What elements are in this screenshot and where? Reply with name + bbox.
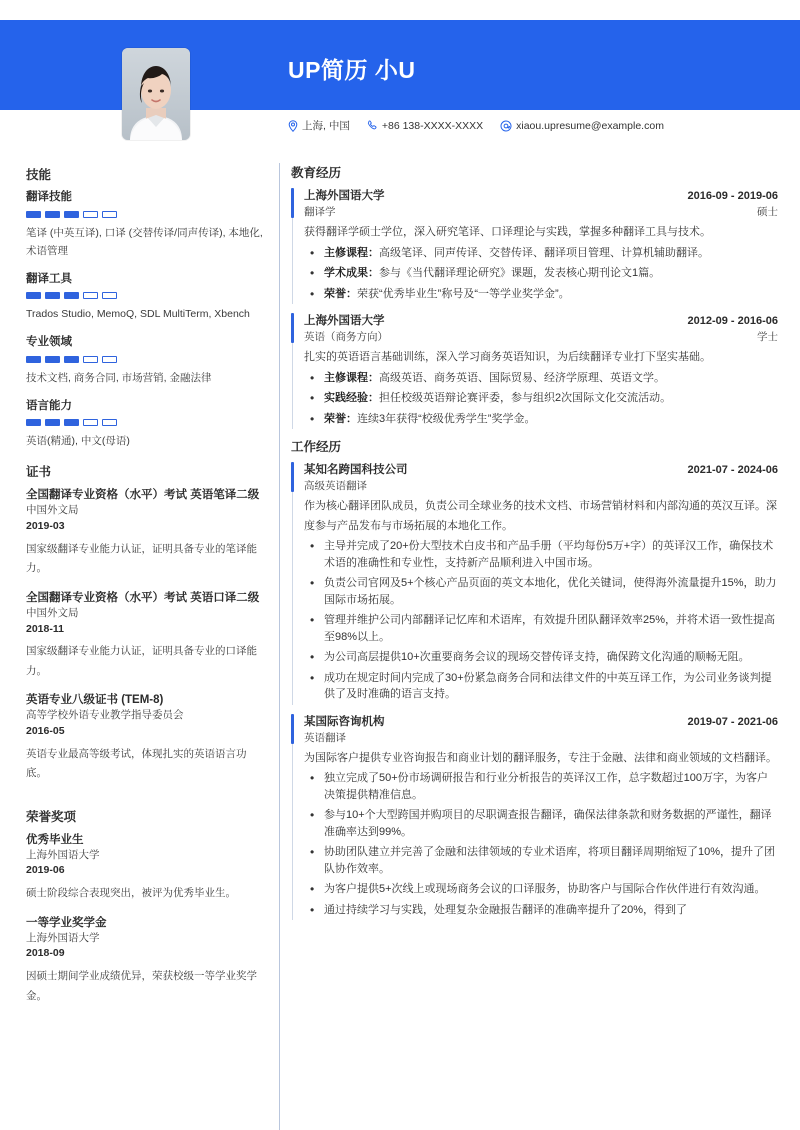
contact-email xyxy=(500,120,664,132)
education-entry-bullet: • 主修课程：高级笔译、同声传译、交替传译、翻译项目管理、计算机辅助翻译。 xyxy=(304,245,778,262)
work-entry-role: 英语翻译 xyxy=(304,731,346,744)
education-entry-list xyxy=(291,187,778,427)
section-education-title: 教育经历 xyxy=(291,166,342,180)
skill-bar-segment xyxy=(45,419,60,426)
column-divider xyxy=(279,163,280,1130)
work-entry-bullet: • 参与10+个大型跨国并购项目的尽职调查报告翻译，确保法律条款和财务数据的严谨性，翻译准确率达到99%。 xyxy=(304,807,778,840)
work-entry xyxy=(291,461,778,703)
skill-bar-segment xyxy=(45,211,60,218)
skill-group-name: 翻译技能 xyxy=(26,191,72,203)
skill-group-name: 翻译工具 xyxy=(26,272,72,285)
skill-bar-segment xyxy=(64,356,79,363)
section-education xyxy=(291,163,778,427)
work-entry-bullet: • 为公司高层提供10+次重要商务会议的现场交替传译支持，确保跨文化沟通的顺畅无阻。 xyxy=(304,649,778,666)
skill-group xyxy=(26,335,266,387)
skill-bar-segment xyxy=(83,292,98,299)
avatar xyxy=(122,48,190,140)
work-entry-head xyxy=(304,713,778,729)
skill-group xyxy=(26,190,266,260)
bullet-label: 荣誉： xyxy=(324,287,357,300)
skill-group-name: 专业领域 xyxy=(26,336,72,349)
certificate-item xyxy=(26,692,266,783)
section-work xyxy=(291,437,778,918)
work-entry-bullet: • 成功在规定时间内完成了30+份紧急商务合同和法律文件的中英互译工作，为公司业务谈判提供了及时准确的语言支持。 xyxy=(304,670,778,703)
certificate-item-org: 中国外文局 xyxy=(26,606,79,619)
education-entry-degree: 硕士 xyxy=(757,206,778,218)
certificate-item-desc: 英语专业最高等级考试，体现扎实的英语语言功底。 xyxy=(26,747,247,780)
education-entry-date: 2012-09 - 2016-06 xyxy=(687,315,778,328)
skill-group xyxy=(26,399,266,451)
certificate-item-org: 高等学校外语专业教学指导委员会 xyxy=(26,709,184,722)
skill-bar-segment xyxy=(45,356,60,363)
certificate-item-title: 全国翻译专业资格（水平）考试 英语口译二级 xyxy=(26,591,260,604)
skill-bar-segment xyxy=(83,356,98,363)
skill-bar-segment xyxy=(102,211,117,218)
honor-item-date: 2018-09 xyxy=(26,947,65,960)
sidebar xyxy=(26,163,266,1017)
skill-bar-segment xyxy=(26,356,41,363)
contact-phone-text: +86 138-XXXX-XXXX xyxy=(381,119,484,132)
education-entry-bullet: • 学术成果：参与《当代翻译理论研究》课题，发表核心期刊论文1篇。 xyxy=(304,265,778,282)
work-entry-role: 高级英语翻译 xyxy=(304,480,367,493)
honor-item-org: 上海外国语大学 xyxy=(26,931,100,944)
skill-bar-segment xyxy=(102,356,117,363)
work-entry-date: 2021-07 - 2024-06 xyxy=(687,464,778,477)
education-entry-bullets xyxy=(304,370,778,428)
sidebar-section-skills-title: 技能 xyxy=(26,168,52,182)
work-entry-bullet: • 通过持续学习与实践，处理复杂金融报告翻译的准确率提升了20%，得到了 xyxy=(304,902,778,919)
work-entry-bullet: • 主导并完成了20+份大型技术白皮书和产品手册（平均每份5万+字）的英译汉工作，确保技术术语的准确性和专业性，支持新产品顺利进入中国市场。 xyxy=(304,538,778,571)
education-entry-desc: 扎实的英语语言基础训练，深入学习商务英语知识，为后续翻译专业打下坚实基础。 xyxy=(304,351,711,364)
education-entry-sub xyxy=(304,204,778,219)
education-entry xyxy=(291,312,778,427)
skill-group-detail: 英语(精通), 中文(母语) xyxy=(26,435,130,448)
skill-bar-segment xyxy=(64,211,79,218)
honor-item-org: 上海外国语大学 xyxy=(26,848,100,861)
honor-item-title: 一等学业奖学金 xyxy=(26,916,107,929)
education-entry-head xyxy=(304,187,778,203)
education-entry-role: 翻译学 xyxy=(304,206,336,218)
education-entry-degree: 学士 xyxy=(757,331,778,344)
contact-email-text: xiaou.upresume@example.com xyxy=(516,119,664,132)
certificate-item xyxy=(26,590,266,681)
education-entry-head xyxy=(304,312,778,328)
skill-bar-segment xyxy=(102,292,117,299)
education-entry-bullet: • 荣誉：荣获“优秀毕业生”称号及“一等学业奖学金”。 xyxy=(304,286,778,303)
bullet-label: 学术成果： xyxy=(324,267,379,280)
education-entry-bullet: • 荣誉：连续3年获得“校级优秀学生”奖学金。 xyxy=(304,411,778,428)
work-entry-org: 某知名跨国科技公司 xyxy=(304,464,408,477)
education-entry-org: 上海外国语大学 xyxy=(304,190,385,202)
certificate-item-title: 全国翻译专业资格（水平）考试 英语笔译二级 xyxy=(26,489,260,502)
certificate-item-date: 2019-03 xyxy=(26,520,65,533)
honor-list xyxy=(26,832,266,1006)
skill-level-bars xyxy=(26,292,266,299)
skill-bar-segment xyxy=(64,419,79,426)
contact-row xyxy=(288,118,664,133)
certificate-item-org: 中国外文局 xyxy=(26,504,79,517)
honor-item-desc: 因硕士期间学业成绩优异，荣获校级一等学业奖学金。 xyxy=(26,970,257,1002)
main-column xyxy=(291,163,778,928)
skill-bar-segment xyxy=(64,292,79,299)
bullet-label: 荣誉： xyxy=(324,412,357,425)
work-entry-bullet: • 管理并维护公司内部翻译记忆库和术语库，有效提升团队翻译效率25%，并将术语一致性提高至98%以上。 xyxy=(304,612,778,645)
sidebar-section-certificates-title: 证书 xyxy=(26,465,52,480)
sidebar-section-honors-title: 荣誉奖项 xyxy=(26,809,77,824)
education-entry-bullets xyxy=(304,245,778,303)
education-entry-desc: 获得翻译学硕士学位，深入研究笔译、口译理论与实践，掌握多种翻译工具与技术。 xyxy=(304,226,711,238)
work-entry-desc: 作为核心翻译团队成员，负责公司全球业务的技术文档、市场营销材料和内部沟通的英汉互译。深度参与产品发布与市场拓展的本地化工作。 xyxy=(304,500,777,532)
certificate-item xyxy=(26,487,266,578)
skill-group-detail: 笔译 (中英互译), 口译 (交替传译/同声传译), 本地化, 术语管理 xyxy=(26,226,263,257)
skill-bar-segment xyxy=(45,292,60,299)
education-entry-bullet: • 主修课程：高级英语、商务英语、国际贸易、经济学原理、英语文学。 xyxy=(304,370,778,387)
page-title: UP简历 小U xyxy=(288,57,416,83)
skill-level-bars xyxy=(26,356,266,363)
honor-item xyxy=(26,832,266,904)
skill-level-bars xyxy=(26,419,266,426)
honor-item-title: 优秀毕业生 xyxy=(26,833,84,846)
skill-group-name: 语言能力 xyxy=(26,399,72,412)
skill-group xyxy=(26,272,266,324)
bullet-label: 实践经验： xyxy=(324,392,379,405)
work-entry-org: 某国际咨询机构 xyxy=(304,715,385,728)
education-entry-role: 英语（商务方向） xyxy=(304,331,388,344)
skill-bar-segment xyxy=(83,211,98,218)
work-entry-bullets xyxy=(304,538,778,703)
education-entry-bullet: • 实践经验：担任校级英语辩论赛评委，参与组织2次国际文化交流活动。 xyxy=(304,390,778,407)
contact-location-text: 上海, 中国 xyxy=(302,120,350,132)
spacer xyxy=(26,795,266,805)
education-entry-date: 2016-09 - 2019-06 xyxy=(687,190,778,202)
skill-bar-segment xyxy=(26,292,41,299)
work-entry-desc: 为国际客户提供专业咨询报告和商业计划的翻译服务，专注于金融、法律和商业领域的文档翻译。 xyxy=(304,751,777,764)
certificate-item-date: 2018-11 xyxy=(26,622,64,635)
work-entry-bullet: • 独立完成了50+份市场调研报告和行业分析报告的英译汉工作，总字数超过100万字，为客户决策提供精准信息。 xyxy=(304,770,778,803)
education-entry-org: 上海外国语大学 xyxy=(304,315,385,328)
skill-level-bars xyxy=(26,211,266,218)
bullet-label: 主修课程： xyxy=(324,371,379,384)
email-at-icon xyxy=(500,120,512,132)
education-entry xyxy=(291,187,778,302)
work-entry-bullet: • 负责公司官网及5+个核心产品页面的英文本地化，优化关键词，使得海外流量提升15%，助力国际市场拓展。 xyxy=(304,575,778,608)
certificate-list xyxy=(26,487,266,783)
work-entry-bullet: • 为客户提供5+次线上或现场商务会议的口译服务，协助客户与国际合作伙伴进行有效沟通。 xyxy=(304,881,778,898)
work-entry-sub xyxy=(304,478,778,493)
skill-bar-segment xyxy=(26,419,41,426)
education-entry-sub xyxy=(304,329,778,344)
skill-group-detail: Trados Studio, MemoQ, SDL MultiTerm, Xbench xyxy=(26,308,250,321)
honor-item-desc: 硕士阶段综合表现突出，被评为优秀毕业生。 xyxy=(26,887,236,900)
certificate-item-desc: 国家级翻译专业能力认证，证明具备专业的口译能力。 xyxy=(26,645,257,677)
skill-group-list xyxy=(26,190,266,450)
honor-item xyxy=(26,915,266,1006)
skill-group-detail: 技术文档, 商务合同, 市场营销, 金融法律 xyxy=(26,371,212,384)
work-entry-date: 2019-07 - 2021-06 xyxy=(687,715,778,728)
work-entry-bullets xyxy=(304,770,778,918)
work-entry-head xyxy=(304,461,778,477)
phone-icon xyxy=(367,120,378,131)
location-pin-icon xyxy=(288,120,298,132)
work-entry xyxy=(291,713,778,919)
skill-bar-segment xyxy=(83,419,98,426)
certificate-item-title: 英语专业八级证书 (TEM-8) xyxy=(26,694,164,707)
work-entry-sub xyxy=(304,730,778,745)
work-entry-bullet: • 协助团队建立并完善了金融和法律领域的专业术语库，将项目翻译周期缩短了10%，提升了团队协作效率。 xyxy=(304,844,778,877)
section-work-title: 工作经历 xyxy=(291,440,342,455)
work-entry-list xyxy=(291,461,778,918)
certificate-item-desc: 国家级翻译专业能力认证，证明具备专业的笔译能力。 xyxy=(26,542,257,575)
skill-bar-segment xyxy=(26,211,41,218)
honor-item-date: 2019-06 xyxy=(26,864,65,877)
bullet-label: 主修课程： xyxy=(324,246,379,259)
contact-phone xyxy=(367,120,483,132)
skill-bar-segment xyxy=(102,419,117,426)
certificate-item-date: 2016-05 xyxy=(26,725,65,738)
contact-location xyxy=(288,118,350,133)
